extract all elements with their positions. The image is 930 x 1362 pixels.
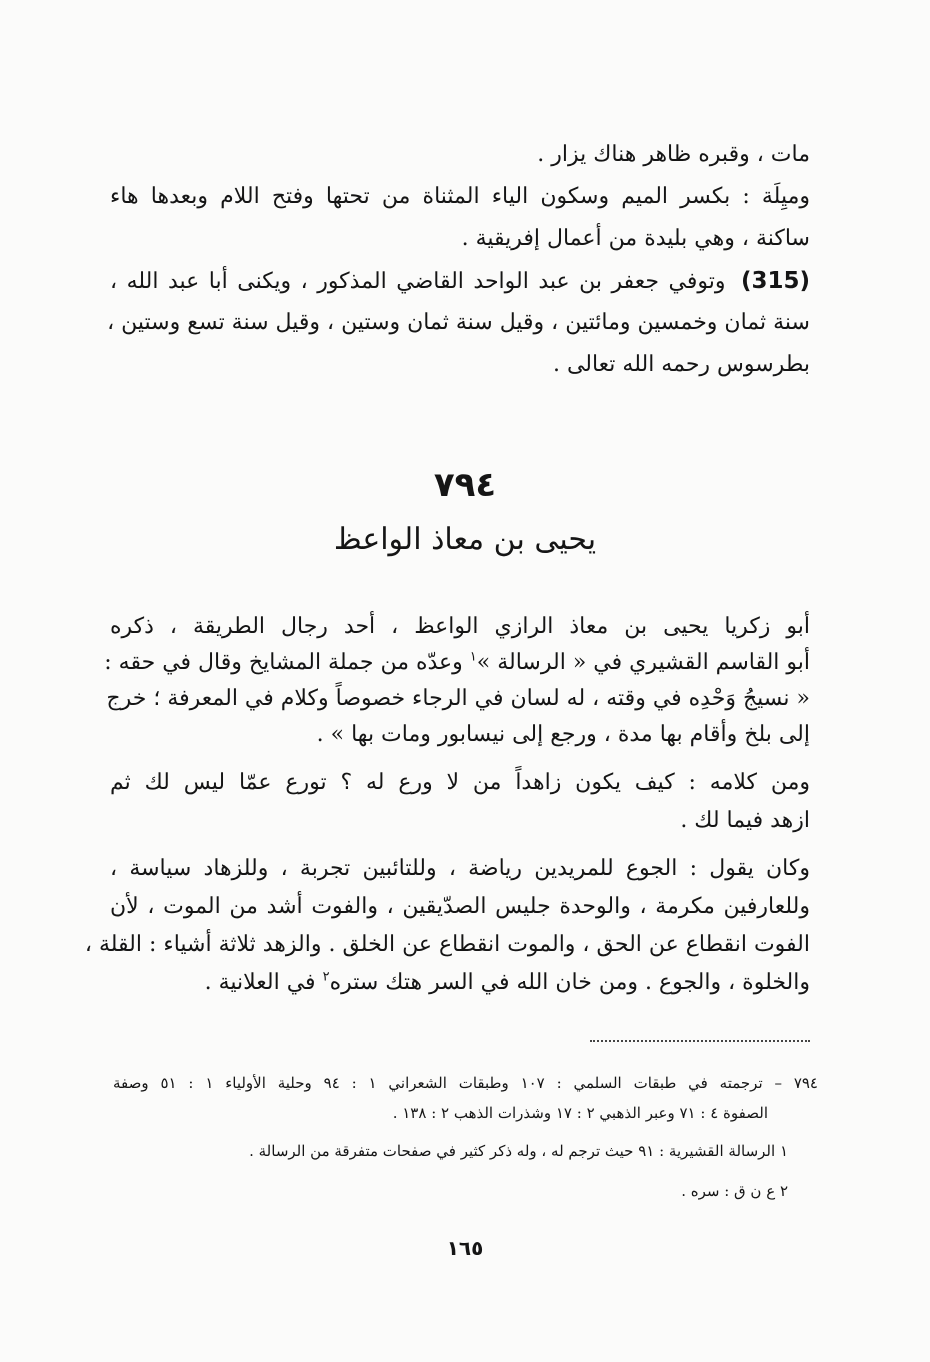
text-line-content: والخلوة ، والجوع . ومن خان الله في السر هتك ستره [329,970,810,995]
footnote-line: ٧٩٤ – ترجمته في طبقات السلمي : ١٠٧ وطبقات الشعراني ١ : ٩٤ وحلية الأولياء ١ : ٥١ وصفة [113,1074,818,1092]
text-line: بطرسوس رحمه الله تعالى . [552,352,810,377]
text-line [205,968,810,998]
entry-number: (315) [740,268,810,294]
text-line: أبو زكريا يحيى بن معاذ الرازي الواعظ ، أحد رجال الطريقة ، ذكره [110,614,810,639]
text-line: سنة ثمان وخمسين ومائتين ، وقيل سنة ثمان وستين ، وقيل سنة تسع وستين ، [107,310,810,335]
text-line: الفوت انقطاع عن الحق ، والموت انقطاع عن الخلق . والزهد ثلاثة أشياء : القلة ، [84,932,810,957]
text-line-content: أبو القاسم القشيري في « الرسالة » [476,650,810,675]
text-line: وللعارفين مكرمة ، والوحدة جليس الصدّيقين ، والفوت أشد من الموت ، لأن [110,894,810,919]
text-line: « نسيجُ وَحْدِه في وقته ، له لسان في الرجاء خصوصاً وكلام في المعرفة ؛ خرج [106,686,810,711]
text-line-content: وتوفي جعفر بن عبد الواحد القاضي المذكور ، ويكنى أبا عبد الله ، [110,269,726,294]
text-line: ومن كلامه : كيف يكون زاهداً من لا ورع له ؟ تورع عمّا ليس لك ثم [110,770,810,795]
text-line: وكان يقول : الجوع للمريدين رياضة ، وللتائبين تجربة ، وللزهاد سياسة ، [110,856,810,881]
top-text-block [107,140,810,380]
text-line: وميِلَة : بكسر الميم وسكون الياء المثناة من تحتها وفتح اللام وبعدها هاء [110,184,810,209]
footnote-line: ٢ ع ن ق : سره . [681,1182,788,1200]
footnote-marker: ٢ [322,969,330,985]
text-line-content: في العلانية . [204,970,316,995]
biography-text-block [84,612,810,1032]
text-line [104,648,810,678]
text-line-content: وعدّه من جملة المشايخ وقال في حقه : [104,650,463,675]
biography-title: يحيى بن معاذ الواعظ [333,522,597,557]
footnote-divider [590,1040,810,1042]
biography-number: ٧٩٤ [433,465,497,505]
text-line [110,266,810,297]
text-line: مات ، وقبره ظاهر هناك يزار . [537,142,810,167]
text-line: ساكنة ، وهي بليدة من أعمال إفريقية . [461,226,810,251]
footnote-line: ١ الرسالة القشيرية : ٩١ حيث ترجم له ، وله ذكر كثير في صفحات متفرقة من الرسالة . [249,1142,788,1160]
footnote-marker: ١ [469,649,477,665]
footnote-line: الصفوة ٤ : ٧١ وعبر الذهبي ٢ : ١٧ وشذرات الذهب ٢ : ١٣٨ . [392,1104,768,1122]
text-line: إلى بلخ وأقام بها مدة ، ورجع إلى نيسابور ومات بها » . [316,722,810,747]
text-line: ازهد فيما لك . [680,808,810,833]
page-number: ١٦٥ [446,1236,484,1260]
